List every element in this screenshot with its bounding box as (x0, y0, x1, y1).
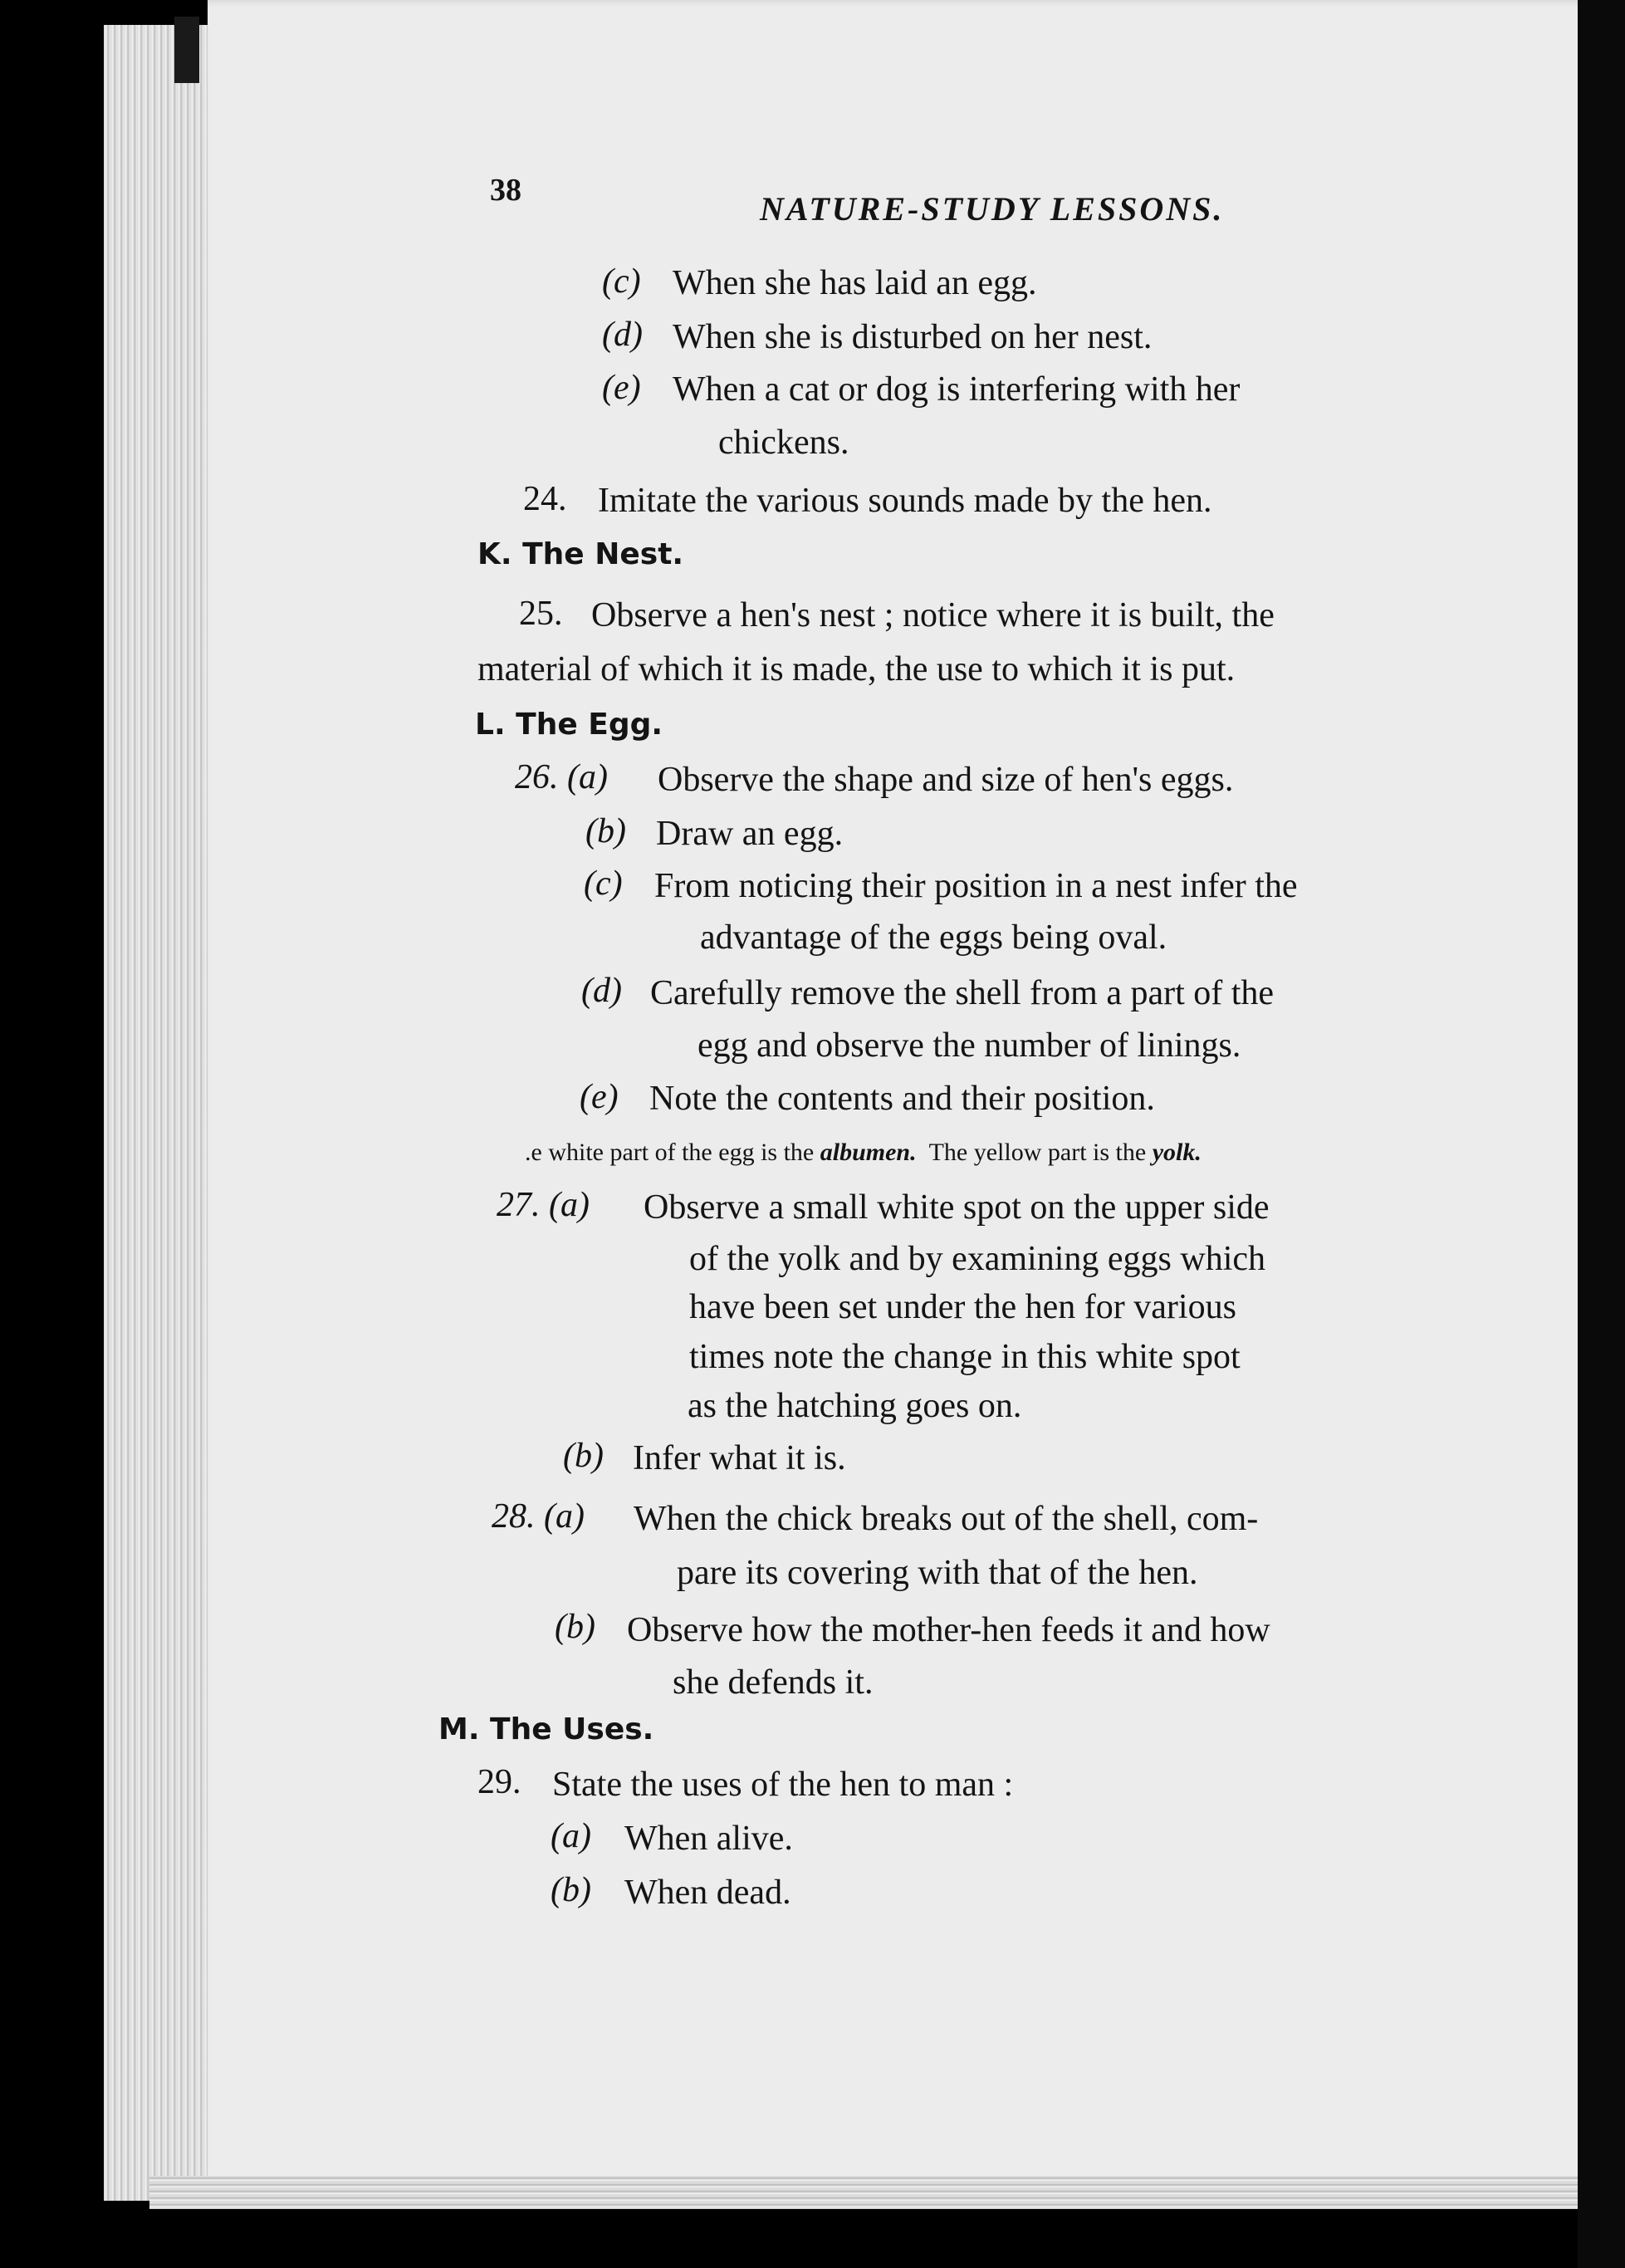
item-mark: (d) (581, 972, 622, 1010)
page-stack-edge (104, 25, 216, 2201)
item-text: When alive. (624, 1820, 793, 1858)
item-text: When she has laid an egg. (673, 264, 1037, 302)
item-mark: 27. (a) (497, 1186, 590, 1224)
item-mark: 28. (a) (492, 1497, 585, 1536)
item-mark: (e) (602, 369, 641, 407)
item-text: Carefully remove the shell from a part of the (650, 974, 1275, 1012)
item-text: When dead. (624, 1874, 791, 1912)
item-text-continued: she defends it. (673, 1663, 874, 1702)
item-text: State the uses of the hen to man : (552, 1766, 1014, 1804)
item-mark: (c) (584, 865, 623, 903)
item-text: Observe the shape and size of hen's eggs. (658, 761, 1234, 799)
section-heading-uses: M. The Uses. (438, 1712, 654, 1746)
item-text-continued: as the hatching goes on. (688, 1387, 1022, 1425)
binding (174, 17, 199, 83)
page-bottom-edge (149, 2176, 1611, 2209)
section-heading-nest: K. The Nest. (477, 537, 684, 571)
note-part: The yellow part is the (928, 1139, 1147, 1166)
item-text: Infer what it is. (633, 1439, 846, 1477)
item-number: 25. (519, 595, 563, 633)
note-text (525, 1140, 1202, 1165)
item-text: When the chick breaks out of the shell, com- (634, 1500, 1259, 1538)
item-text-continued: material of which it is made, the use to which it is put. (477, 650, 1236, 688)
note-term-yolk: yolk. (1152, 1139, 1202, 1166)
item-number: 24. (523, 480, 567, 518)
item-mark: 26. (a) (515, 758, 608, 796)
item-text-continued: times note the change in this white spot (689, 1338, 1241, 1376)
item-mark: (a) (551, 1817, 591, 1855)
item-text: Note the contents and their position. (649, 1080, 1155, 1118)
item-text: When a cat or dog is interfering with her (673, 370, 1241, 409)
item-text-continued: chickens. (718, 424, 849, 462)
item-mark: (b) (555, 1608, 595, 1646)
note-part: .e white part of the egg is the (525, 1139, 815, 1166)
item-number: 29. (477, 1763, 521, 1801)
item-text-continued: egg and observe the number of linings. (697, 1026, 1241, 1065)
item-text: Draw an egg. (656, 815, 844, 853)
item-text: Imitate the various sounds made by the hen. (598, 482, 1212, 520)
item-text-continued: have been set under the hen for various (689, 1288, 1236, 1326)
item-mark: (d) (602, 316, 643, 354)
item-text-continued: pare its covering with that of the hen. (677, 1554, 1198, 1592)
item-mark: (b) (563, 1437, 604, 1475)
item-text: Observe how the mother-hen feeds it and how (627, 1611, 1270, 1649)
item-mark: (b) (585, 812, 626, 850)
page-number: 38 (490, 173, 521, 208)
item-text-continued: advantage of the eggs being oval. (700, 918, 1167, 957)
item-text: Observe a small white spot on the upper side (644, 1188, 1270, 1227)
item-text: When she is disturbed on her nest. (673, 318, 1153, 356)
item-mark: (e) (580, 1078, 619, 1116)
item-mark: (b) (551, 1871, 591, 1909)
item-text-continued: of the yolk and by examining eggs which (689, 1240, 1266, 1278)
section-heading-egg: L. The Egg. (475, 708, 663, 742)
item-mark: (c) (602, 262, 641, 301)
right-shadow (1578, 0, 1625, 2268)
item-text: From noticing their position in a nest infer the (654, 867, 1298, 905)
note-term-albumen: albumen. (820, 1139, 917, 1166)
item-text: Observe a hen's nest ; notice where it is built, the (591, 596, 1275, 634)
running-title: NATURE-STUDY LESSONS. (760, 190, 1225, 228)
